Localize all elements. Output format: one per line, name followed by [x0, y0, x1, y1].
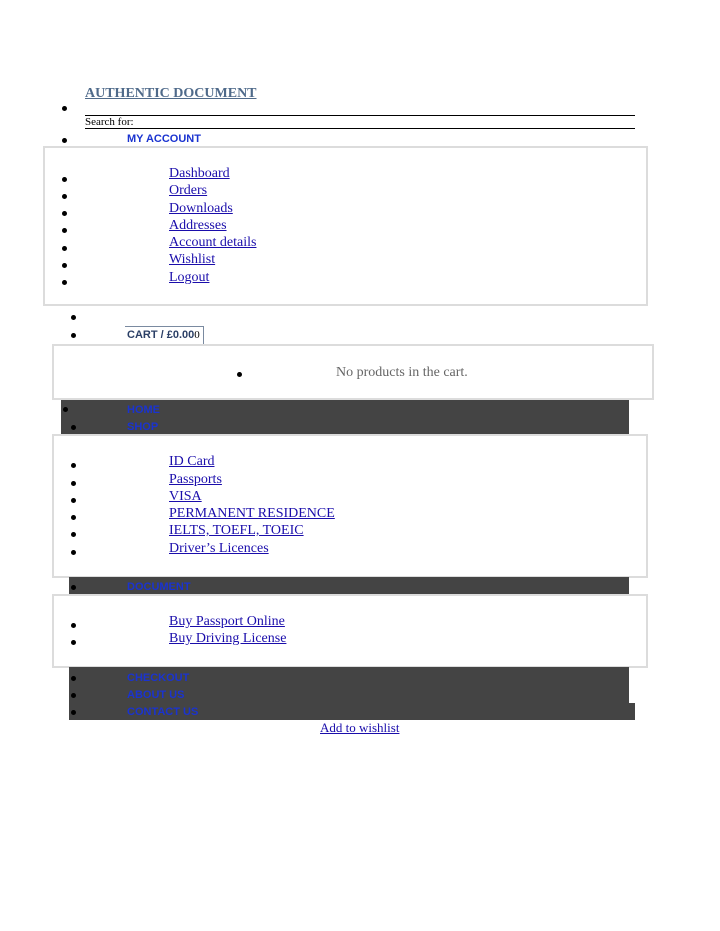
shop-menu-item-passports[interactable]: Passports: [169, 472, 222, 487]
document-menu-item-buy-driving-license[interactable]: Buy Driving License: [169, 631, 287, 646]
list-bullet: [62, 263, 67, 268]
shop-menu-item-ielts[interactable]: IELTS, TOEFL, TOEIC: [169, 523, 304, 538]
list-bullet: [62, 177, 67, 182]
cart-button[interactable]: [125, 326, 204, 345]
list-bullet: [71, 481, 76, 486]
shop-dropdown: [52, 434, 648, 578]
list-bullet: [71, 315, 76, 320]
account-menu-item-dashboard[interactable]: Dashboard: [169, 166, 230, 181]
list-bullet: [71, 333, 76, 338]
list-bullet: [62, 280, 67, 285]
list-bullet: [71, 623, 76, 628]
cart-empty-message: No products in the cart.: [336, 365, 468, 380]
account-menu-item-wishlist[interactable]: Wishlist: [169, 252, 216, 267]
list-bullet: [71, 498, 76, 503]
list-bullet: [71, 710, 76, 715]
list-bullet: [71, 676, 76, 681]
account-menu-item-addresses[interactable]: Addresses: [169, 218, 227, 233]
list-bullet: [62, 246, 67, 251]
list-bullet: [62, 138, 67, 143]
nav-home-link[interactable]: HOME: [127, 404, 160, 416]
document-menu-item-buy-passport[interactable]: Buy Passport Online: [169, 614, 285, 629]
add-to-wishlist-link[interactable]: Add to wishlist: [320, 720, 400, 735]
nav-document-link[interactable]: DOCUMENT: [127, 581, 191, 593]
list-bullet: [62, 106, 67, 111]
document-dropdown: [52, 594, 648, 668]
list-bullet: [71, 463, 76, 468]
account-dropdown: [43, 146, 648, 306]
list-bullet: [71, 640, 76, 645]
account-menu-item-downloads[interactable]: Downloads: [169, 201, 233, 216]
shop-menu-item-visa[interactable]: VISA: [169, 489, 202, 504]
nav-checkout-link[interactable]: CHECKOUT: [127, 672, 190, 684]
account-menu-item-account-details[interactable]: Account details: [169, 235, 257, 250]
list-bullet: [71, 532, 76, 537]
list-bullet: [63, 407, 68, 412]
shop-menu-item-permanent-residence[interactable]: PERMANENT RESIDENCE: [169, 506, 335, 521]
site-logo-link[interactable]: AUTHENTIC DOCUMENT: [85, 86, 257, 101]
list-bullet: [71, 425, 76, 430]
list-bullet: [71, 515, 76, 520]
search-top-rule: [85, 115, 635, 116]
list-bullet: [62, 228, 67, 233]
search-label: Search for:: [85, 116, 134, 128]
shop-menu-item-drivers-licences[interactable]: Driver’s Licences: [169, 541, 269, 556]
list-bullet: [71, 585, 76, 590]
cart-amount: £0.00: [166, 329, 195, 341]
cart-label: CART /: [127, 329, 167, 341]
account-menu-item-logout[interactable]: Logout: [169, 270, 210, 285]
list-bullet: [71, 693, 76, 698]
shop-menu-item-id-card[interactable]: ID Card: [169, 454, 215, 469]
cart-count: 0: [194, 329, 200, 341]
nav-shop-link[interactable]: SHOP: [127, 421, 159, 433]
list-bullet: [237, 372, 242, 377]
list-bullet: [62, 211, 67, 216]
account-menu-item-orders[interactable]: Orders: [169, 183, 208, 198]
nav-about-link[interactable]: ABOUT US: [127, 689, 185, 701]
list-bullet: [71, 550, 76, 555]
search-input[interactable]: [85, 128, 635, 129]
list-bullet: [62, 194, 67, 199]
my-account-link[interactable]: MY ACCOUNT: [127, 133, 201, 145]
nav-contact-link[interactable]: CONTACT US: [127, 706, 199, 718]
